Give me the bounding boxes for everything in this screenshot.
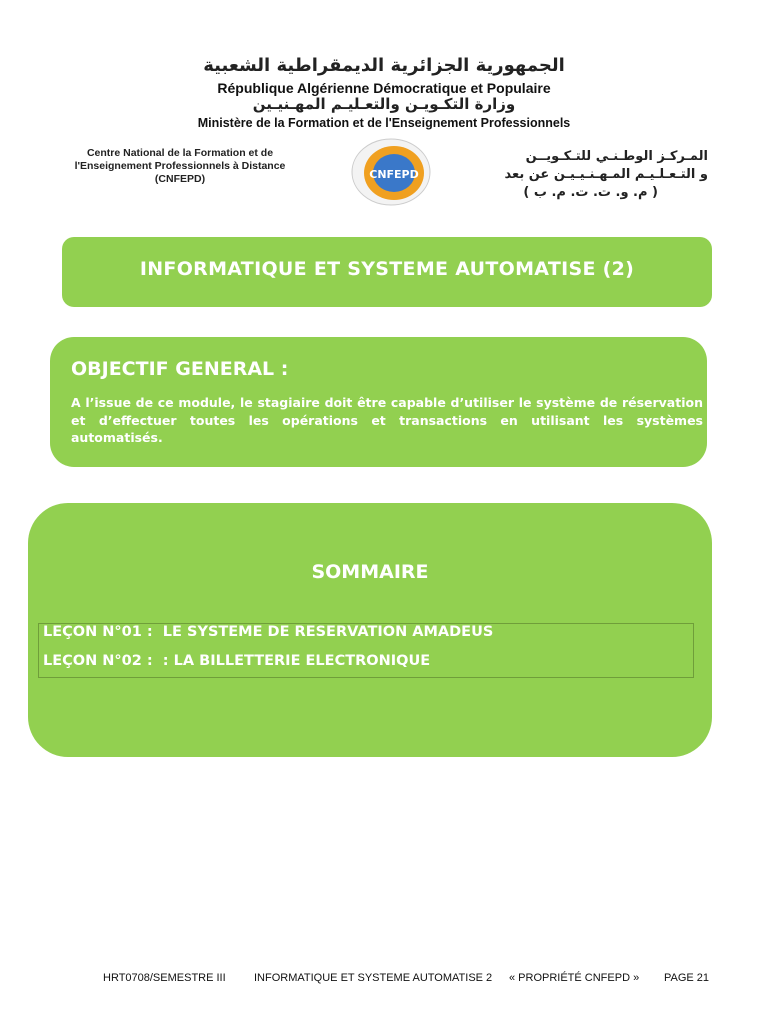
header-french-ministry: Ministère de la Formation et de l'Enseignement Professionnels xyxy=(197,116,571,130)
header-arabic-republic: الجمهورية الجزائرية الديمقراطية الشعبية xyxy=(203,55,565,76)
center-name-french xyxy=(60,147,300,186)
cnfepd-logo xyxy=(350,137,432,207)
center-fr-line-2: l'Enseignement Professionnels à Distance xyxy=(74,160,286,172)
center-fr-line-1: Centre National de la Formation et de xyxy=(86,147,274,159)
footer-page-number: PAGE 21 xyxy=(664,972,710,984)
objective-text: A l’issue de ce module, le stagiaire doit être capable d’utiliser le système de réservation et d’effectuer toutes les opérations et transactions en utilisant les systèmes automatisés. xyxy=(71,395,703,445)
center-ar-line-2: و التـعـلـيـم المـهـنـيـيـن عن بعد xyxy=(504,167,708,182)
footer-code: HRT0708/SEMESTRE III xyxy=(103,972,226,984)
footer-property: « PROPRIÉTÉ CNFEPD » xyxy=(509,972,640,984)
center-fr-line-3: (CNFEPD) xyxy=(154,173,206,185)
summary-heading: SOMMAIRE xyxy=(311,561,429,583)
logo-text: CNFEPD xyxy=(369,168,419,181)
header-arabic-ministry: وزارة التكـويـن والتعـليـم المهـنيـين xyxy=(252,95,516,113)
center-name-arabic xyxy=(488,148,708,202)
lessons-table xyxy=(38,623,694,678)
footer-module: INFORMATIQUE ET SYSTEME AUTOMATISE 2 xyxy=(254,972,493,984)
lesson-item-1: LEÇON N°01 : LE SYSTEME DE RESERVATION AMADEUS xyxy=(43,624,494,640)
center-ar-line-3: ( م. و. ت. ت. م. ب ) xyxy=(523,185,658,200)
objective-heading: OBJECTIF GENERAL : xyxy=(71,358,289,380)
module-title: INFORMATIQUE ET SYSTEME AUTOMATISE (2) xyxy=(139,258,635,280)
header-french-republic: République Algérienne Démocratique et Populaire xyxy=(217,80,551,96)
center-ar-line-1: المـركـز الوطـنـي للتـكـويــن xyxy=(525,149,708,164)
lesson-item-2: LEÇON N°02 : : LA BILLETTERIE ELECTRONIQUE xyxy=(43,653,431,669)
